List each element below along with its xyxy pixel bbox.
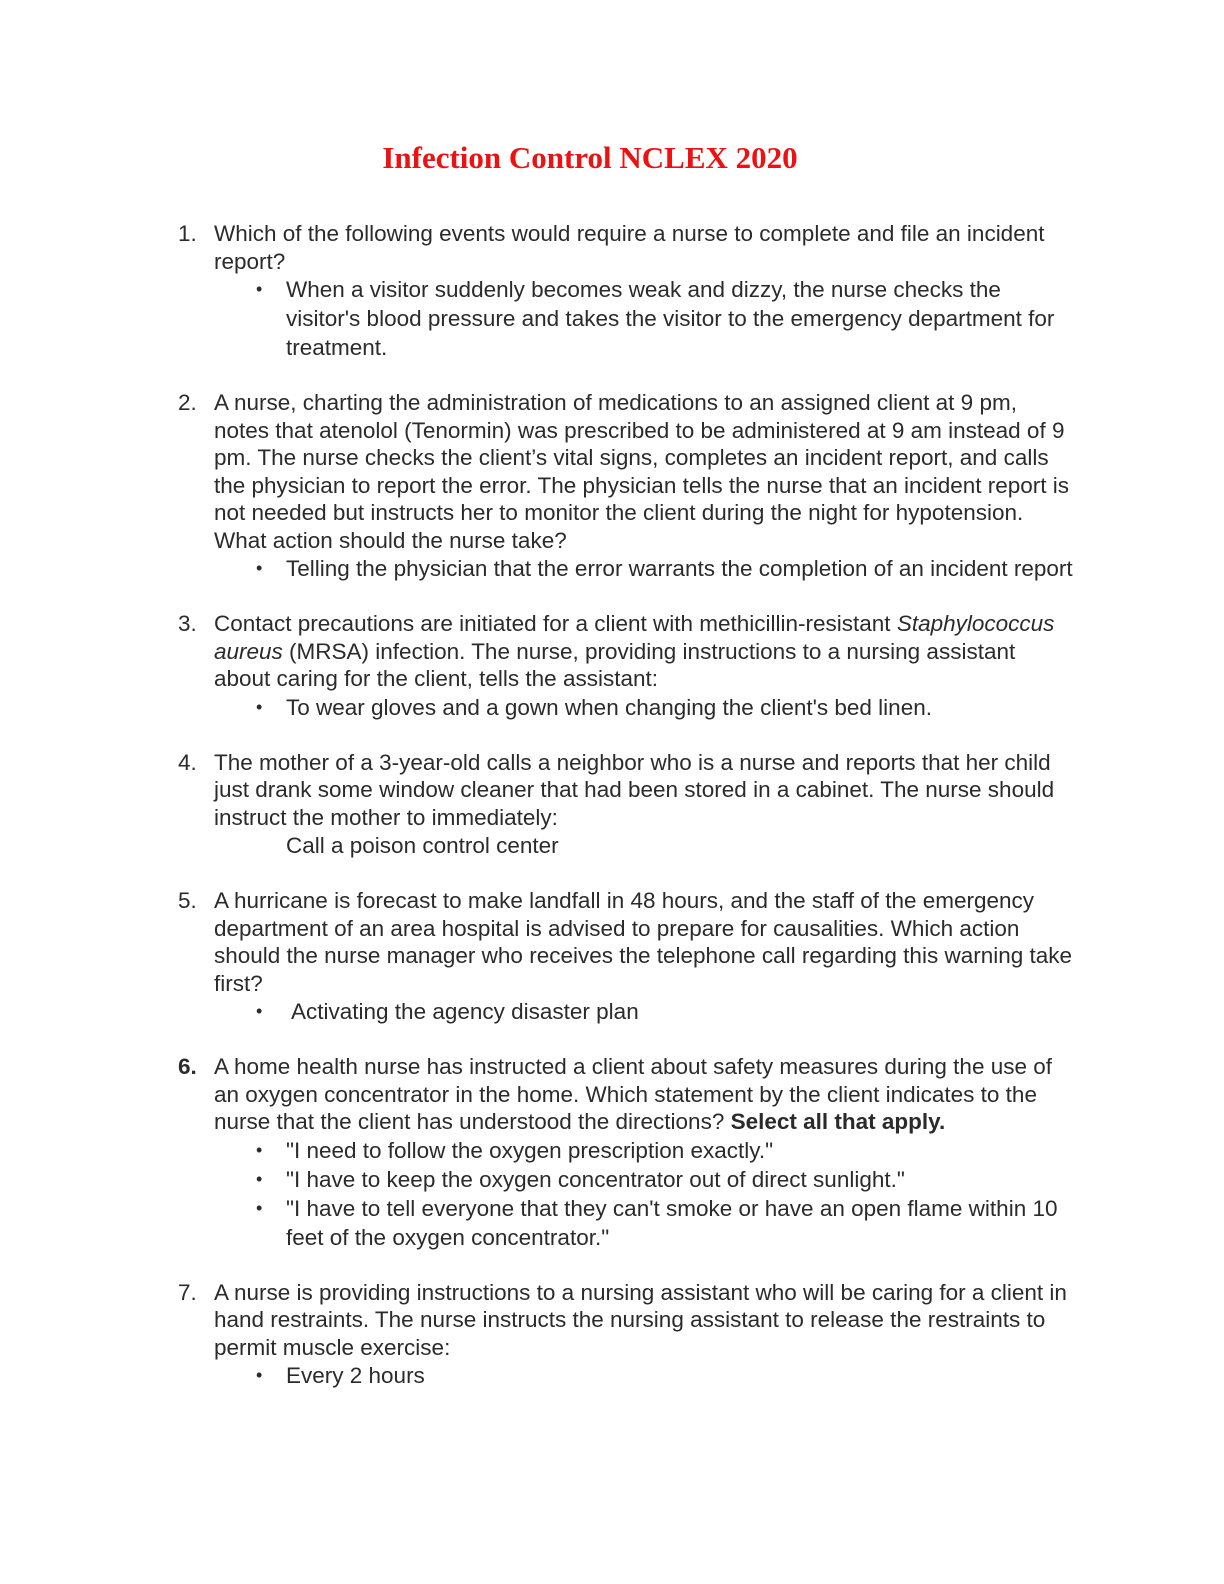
question-5: [176, 887, 1076, 1026]
question-text-part: Contact precautions are initiated for a client with methicillin-resistant: [214, 611, 897, 636]
answer-list: [214, 275, 1076, 362]
question-text: The mother of a 3-year-old calls a neighbor who is a nurse and reports that her child just drank some window cleaner that had been stored in a cabinet. The nurse should instruct the mother to immediately:: [214, 749, 1055, 830]
question-number: 7.: [178, 1279, 197, 1305]
answer-text: Call a poison control center: [286, 833, 559, 858]
select-all-note: Select all that apply.: [730, 1109, 946, 1134]
question-1: [176, 220, 1076, 362]
bullet-icon: •: [256, 558, 263, 578]
answer-item: [214, 997, 1076, 1026]
question-6: [176, 1053, 1076, 1252]
answer-list: [214, 1361, 1076, 1390]
answer-item: [214, 1194, 1076, 1252]
answer-text: Activating the agency disaster plan: [291, 999, 639, 1024]
organism-name: Staphylococcus aureus: [214, 611, 1055, 664]
answer-list: [214, 1136, 1076, 1252]
answer-item: [214, 693, 1076, 722]
question-number: 6.: [178, 1054, 197, 1079]
question-text: A hurricane is forecast to make landfall in 48 hours, and the staff of the emergency department of an area hospital is advised to prepare for causalities. Which action should the nurse manager who receives the telephone call regarding this warning take first?: [214, 888, 1073, 996]
answer-item: [214, 1361, 1076, 1390]
question-text: A nurse, charting the administration of medications to an assigned client at 9 pm, notes that atenolol (Tenormin) was prescribed to be administered at 9 am instead of 9 pm. The nurse checks the client’s vital signs, completes an incident report, and calls the physician to report the error. The physician tells the nurse that an incident report is not needed but instructs her to monitor the client during the night for hypotension. What action should the nurse take?: [214, 390, 1070, 553]
answer-text: "I have to tell everyone that they can't smoke or have an open flame within 10 feet of the oxygen concentrator.": [286, 1195, 1058, 1250]
question-number: 4.: [178, 749, 197, 775]
question-2: [176, 389, 1076, 583]
question-7: [176, 1279, 1076, 1391]
question-number: 1.: [178, 221, 197, 246]
answer-item: [214, 554, 1076, 583]
bullet-icon: •: [256, 1168, 263, 1189]
bullet-icon: •: [256, 279, 263, 299]
question-text-part: (MRSA) infection. The nurse, providing instructions to a nursing assistant about caring for the client, tells the assistant:: [214, 638, 1016, 691]
bullet-icon: •: [256, 1197, 263, 1218]
bullet-icon: •: [256, 696, 263, 717]
question-text: A nurse is providing instructions to a nursing assistant who will be caring for a client in hand restraints. The nurse instructs the nursing assistant to release the restraints to permit muscle exercise:: [214, 1279, 1067, 1360]
answer-list: [214, 554, 1076, 583]
answer-list: [214, 997, 1076, 1026]
answer-text: "I need to follow the oxygen prescription exactly.": [286, 1137, 774, 1163]
answer-text: When a visitor suddenly becomes weak and dizzy, the nurse checks the visitor's blood pressure and takes the visitor to the emergency department for treatment.: [286, 277, 1055, 360]
question-4: [176, 749, 1076, 861]
bullet-icon: •: [256, 1139, 263, 1160]
answer-list: [214, 693, 1076, 722]
question-list: [176, 220, 1076, 1417]
answer-item: [214, 1165, 1076, 1194]
bullet-icon: •: [256, 1365, 263, 1385]
answer-item: [214, 1136, 1076, 1165]
answer-text: To wear gloves and a gown when changing the client's bed linen.: [286, 694, 932, 720]
question-text: [214, 1053, 1076, 1136]
question-number: 5.: [178, 888, 197, 913]
answer-text: "I have to keep the oxygen concentrator out of direct sunlight.": [286, 1166, 905, 1192]
question-text: Which of the following events would require a nurse to complete and file an incident report?: [214, 221, 1045, 274]
question-text: [214, 610, 1076, 693]
document-title: Infection Control NCLEX 2020: [382, 140, 798, 175]
question-number: 3.: [178, 611, 197, 636]
answer-text: Every 2 hours: [286, 1363, 425, 1388]
question-3: [176, 610, 1076, 722]
answer-item: [214, 275, 1076, 362]
question-text-part: A home health nurse has instructed a client about safety measures during the use of an oxygen concentrator in the home. Which statement by the client indicates to the nurse that the client has understood the directions?: [214, 1054, 1053, 1134]
question-number: 2.: [178, 390, 197, 415]
bullet-icon: •: [256, 1001, 263, 1021]
answer-text: Telling the physician that the error warrants the completion of an incident report: [286, 556, 1073, 581]
